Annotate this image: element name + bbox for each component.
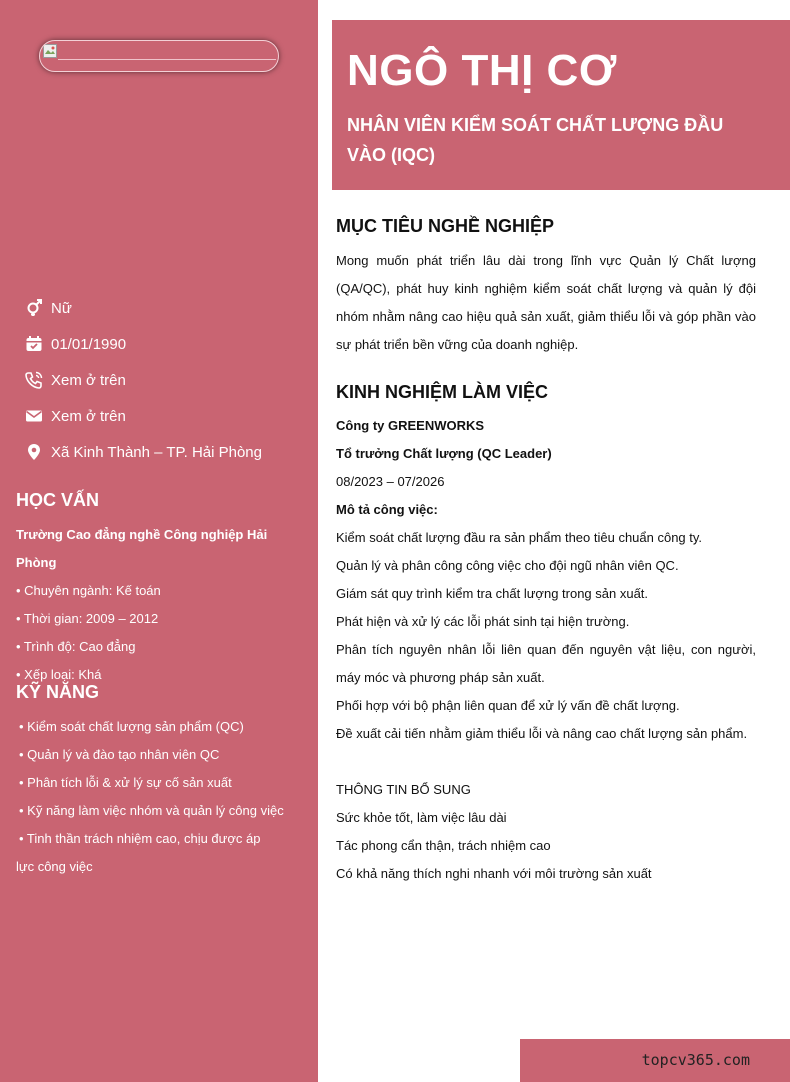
gender-icon xyxy=(25,299,43,317)
education-line: • Chuyên ngành: Kế toán xyxy=(16,583,161,598)
experience-desc-label: Mô tả công việc: xyxy=(336,502,438,517)
education-section xyxy=(16,488,306,689)
contact-address xyxy=(25,434,262,470)
contact-birthday xyxy=(25,326,262,362)
skill-item-continued: lực công việc xyxy=(16,859,93,874)
experience-period: 08/2023 – 07/2026 xyxy=(336,474,445,489)
experience-task: Phân tích nguyên nhân lỗi liên quan đến nguyên vật liệu, con người, máy móc và phương pháp sản xuất. xyxy=(336,642,756,685)
experience-title: KINH NGHIỆM LÀM VIỆC xyxy=(336,382,549,402)
mail-icon xyxy=(25,407,43,425)
footer-banner xyxy=(520,1039,790,1082)
experience-company: Công ty GREENWORKS xyxy=(336,418,485,433)
additional-item: Có khả năng thích nghi nhanh với môi trường sản xuất xyxy=(336,866,652,881)
experience-task: Quản lý và phân công công việc cho đội ngũ nhân viên QC. xyxy=(336,558,679,573)
contact-email xyxy=(25,398,262,434)
education-line: • Thời gian: 2009 – 2012 xyxy=(16,611,159,626)
contact-phone-text: Xem ở trên xyxy=(51,371,126,389)
contact-gender xyxy=(25,290,262,326)
candidate-role: NHÂN VIÊN KIỂM SOÁT CHẤT LƯỢNG ĐẦU VÀO (IQC) xyxy=(347,115,724,165)
candidate-name: NGÔ THỊ CƠ xyxy=(347,46,617,95)
broken-image-icon xyxy=(43,44,57,58)
contact-birthday-text: 01/01/1990 xyxy=(51,335,127,353)
experience-section xyxy=(336,380,756,888)
experience-position: Tổ trưởng Chất lượng (QC Leader) xyxy=(336,446,552,461)
contact-email-text: Xem ở trên xyxy=(51,407,126,425)
additional-item: Tác phong cẩn thận, trách nhiệm cao xyxy=(336,838,551,853)
contact-list xyxy=(25,290,262,470)
skill-item: • Quản lý và đào tạo nhân viên QC xyxy=(19,747,220,762)
skill-item: • Tinh thần trách nhiệm cao, chịu được áp xyxy=(19,831,261,846)
avatar-divider xyxy=(58,59,276,60)
skills-section xyxy=(16,680,306,881)
skill-item: • Kỹ năng làm việc nhóm và quản lý công việc xyxy=(19,803,284,818)
skill-item: • Phân tích lỗi & xử lý sự cố sản xuất xyxy=(19,775,232,790)
education-title: HỌC VẤN xyxy=(16,490,100,510)
objective-section xyxy=(336,214,756,359)
additional-item: Sức khỏe tốt, làm việc lâu dài xyxy=(336,810,507,825)
experience-task: Phát hiện và xử lý các lỗi phát sinh tại hiện trường. xyxy=(336,614,630,629)
experience-task: Phối hợp với bộ phận liên quan để xử lý vấn đề chất lượng. xyxy=(336,698,680,713)
sidebar xyxy=(0,0,318,1082)
objective-text: Mong muốn phát triển lâu dài trong lĩnh vực Quản lý Chất lượng (QA/QC), phát huy kinh nghiệm kiểm soát chất lượng và quản lý đội nhóm nhằm nâng cao hiệu quả sản xuất, giảm thiểu lỗi và góp phần vào sự phát triển bền vững của doanh nghiệp. xyxy=(336,253,756,352)
skills-title: KỸ NĂNG xyxy=(16,682,100,702)
contact-gender-text: Nữ xyxy=(51,299,72,317)
contact-phone xyxy=(25,362,262,398)
location-icon xyxy=(25,443,43,461)
education-school: Trường Cao đẳng nghề Công nghiệp Hải Phòng xyxy=(16,527,268,570)
avatar xyxy=(39,40,279,72)
experience-task: Đề xuất cải tiến nhằm giảm thiểu lỗi và nâng cao chất lượng sản phẩm. xyxy=(336,726,748,741)
skill-item: • Kiểm soát chất lượng sản phẩm (QC) xyxy=(19,719,244,734)
experience-task: Kiểm soát chất lượng đầu ra sản phẩm theo tiêu chuẩn công ty. xyxy=(336,530,703,545)
header-banner xyxy=(332,20,790,190)
education-line: • Xếp loại: Khá xyxy=(16,667,102,682)
phone-icon xyxy=(25,371,43,389)
education-line: • Trình độ: Cao đẳng xyxy=(16,639,136,654)
additional-title: THÔNG TIN BỔ SUNG xyxy=(336,782,471,797)
contact-address-text: Xã Kinh Thành – TP. Hải Phòng xyxy=(51,443,262,461)
footer-site-text: topcv365.com xyxy=(641,1051,750,1069)
objective-title: MỤC TIÊU NGHỀ NGHIỆP xyxy=(336,216,555,236)
calendar-icon xyxy=(25,335,43,353)
experience-task: Giám sát quy trình kiểm tra chất lượng trong sản xuất. xyxy=(336,586,649,601)
